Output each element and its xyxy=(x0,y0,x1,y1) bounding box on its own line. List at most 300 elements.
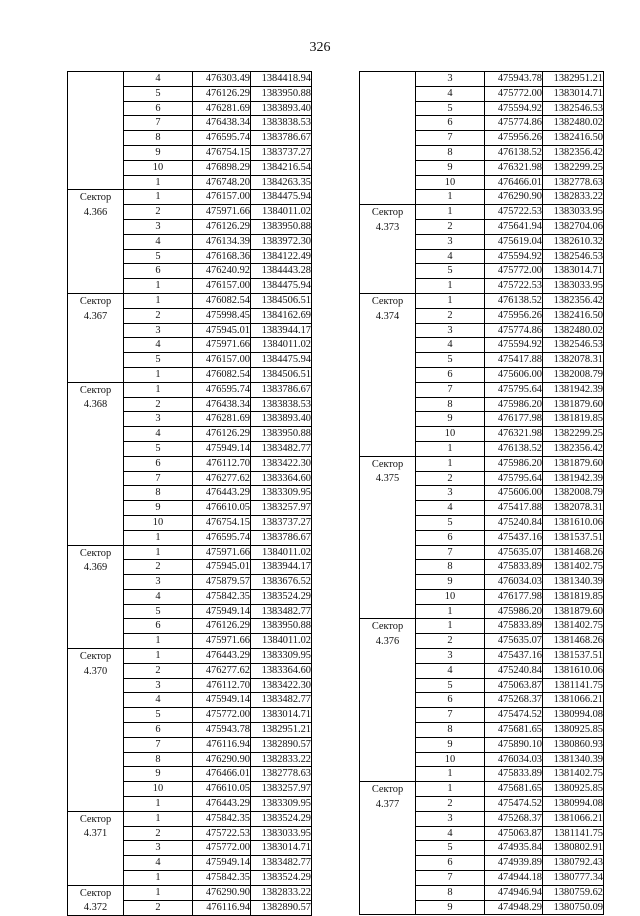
sector-word: Сектор xyxy=(79,295,112,307)
x-coordinate-cell: 475949.14 xyxy=(193,441,251,456)
y-coordinate-cell: 1383944.17 xyxy=(251,560,312,575)
point-number-cell: 5 xyxy=(416,515,485,530)
x-coordinate-cell: 475772.00 xyxy=(193,708,251,723)
point-number-cell: 1 xyxy=(416,190,485,205)
point-number-cell: 4 xyxy=(416,86,485,101)
y-coordinate-cell: 1384443.28 xyxy=(251,264,312,279)
point-number-cell: 9 xyxy=(416,737,485,752)
y-coordinate-cell: 1382416.50 xyxy=(543,131,604,146)
y-coordinate-cell: 1382416.50 xyxy=(543,308,604,323)
x-coordinate-cell: 476290.90 xyxy=(193,752,251,767)
x-coordinate-cell: 475949.14 xyxy=(193,856,251,871)
x-coordinate-cell: 475949.14 xyxy=(193,693,251,708)
y-coordinate-cell: 1381879.60 xyxy=(543,604,604,619)
y-coordinate-cell: 1383257.97 xyxy=(251,782,312,797)
y-coordinate-cell: 1382008.79 xyxy=(543,486,604,501)
x-coordinate-cell: 476610.05 xyxy=(193,782,251,797)
table-row xyxy=(68,293,312,308)
point-number-cell: 4 xyxy=(416,663,485,678)
x-coordinate-cell: 475949.14 xyxy=(193,604,251,619)
x-coordinate-cell: 476290.90 xyxy=(193,885,251,900)
y-coordinate-cell: 1382546.53 xyxy=(543,338,604,353)
x-coordinate-cell: 475063.87 xyxy=(485,678,543,693)
point-number-cell: 2 xyxy=(416,634,485,649)
point-number-cell: 4 xyxy=(124,72,193,87)
y-coordinate-cell: 1382356.42 xyxy=(543,293,604,308)
y-coordinate-cell: 1384418.94 xyxy=(251,72,312,87)
table-row xyxy=(360,782,604,797)
y-coordinate-cell: 1383786.67 xyxy=(251,131,312,146)
point-number-cell: 6 xyxy=(124,619,193,634)
x-coordinate-cell: 476082.54 xyxy=(193,367,251,382)
x-coordinate-cell: 475986.20 xyxy=(485,604,543,619)
point-number-cell: 5 xyxy=(124,708,193,723)
x-coordinate-cell: 476112.70 xyxy=(193,456,251,471)
x-coordinate-cell: 475594.92 xyxy=(485,338,543,353)
point-number-cell: 9 xyxy=(124,767,193,782)
table-row xyxy=(68,545,312,560)
x-coordinate-cell: 475833.89 xyxy=(485,619,543,634)
point-number-cell: 7 xyxy=(416,131,485,146)
x-coordinate-cell: 476281.69 xyxy=(193,101,251,116)
sector-number: 4.374 xyxy=(375,310,400,322)
point-number-cell: 10 xyxy=(124,515,193,530)
point-number-cell: 1 xyxy=(124,871,193,886)
point-number-cell: 7 xyxy=(124,471,193,486)
x-coordinate-cell: 476112.70 xyxy=(193,678,251,693)
x-coordinate-cell: 476116.94 xyxy=(193,737,251,752)
x-coordinate-cell: 476595.74 xyxy=(193,530,251,545)
sector-cell xyxy=(68,382,124,545)
y-coordinate-cell: 1382299.25 xyxy=(543,427,604,442)
y-coordinate-cell: 1381537.51 xyxy=(543,530,604,545)
x-coordinate-cell: 475890.10 xyxy=(485,737,543,752)
coordinate-table-right xyxy=(359,71,604,915)
point-number-cell: 3 xyxy=(124,412,193,427)
point-number-cell: 2 xyxy=(416,797,485,812)
x-coordinate-cell: 475437.16 xyxy=(485,530,543,545)
x-coordinate-cell: 476240.92 xyxy=(193,264,251,279)
x-coordinate-cell: 474944.18 xyxy=(485,871,543,886)
y-coordinate-cell: 1383014.71 xyxy=(543,86,604,101)
point-number-cell: 10 xyxy=(124,160,193,175)
x-coordinate-cell: 475417.88 xyxy=(485,501,543,516)
y-coordinate-cell: 1381141.75 xyxy=(543,826,604,841)
point-number-cell: 1 xyxy=(124,279,193,294)
y-coordinate-cell: 1381402.75 xyxy=(543,767,604,782)
y-coordinate-cell: 1383944.17 xyxy=(251,323,312,338)
y-coordinate-cell: 1384506.51 xyxy=(251,293,312,308)
y-coordinate-cell: 1382078.31 xyxy=(543,353,604,368)
y-coordinate-cell: 1380750.09 xyxy=(543,900,604,915)
x-coordinate-cell: 476438.34 xyxy=(193,116,251,131)
x-coordinate-cell: 476126.29 xyxy=(193,427,251,442)
point-number-cell: 1 xyxy=(124,649,193,664)
y-coordinate-cell: 1383033.95 xyxy=(543,205,604,220)
x-coordinate-cell: 475240.84 xyxy=(485,515,543,530)
point-number-cell: 2 xyxy=(124,826,193,841)
y-coordinate-cell: 1383893.40 xyxy=(251,101,312,116)
sector-cell xyxy=(360,456,416,619)
point-number-cell: 3 xyxy=(416,323,485,338)
x-coordinate-cell: 476116.94 xyxy=(193,900,251,915)
table-row xyxy=(68,190,312,205)
y-coordinate-cell: 1381141.75 xyxy=(543,678,604,693)
x-coordinate-cell: 476443.29 xyxy=(193,486,251,501)
y-coordinate-cell: 1383309.95 xyxy=(251,486,312,501)
y-coordinate-cell: 1380994.08 xyxy=(543,708,604,723)
y-coordinate-cell: 1380994.08 xyxy=(543,797,604,812)
x-coordinate-cell: 475774.86 xyxy=(485,116,543,131)
y-coordinate-cell: 1382833.22 xyxy=(251,752,312,767)
point-number-cell: 4 xyxy=(124,234,193,249)
x-coordinate-cell: 475833.89 xyxy=(485,560,543,575)
x-coordinate-cell: 475971.66 xyxy=(193,205,251,220)
point-number-cell: 1 xyxy=(124,885,193,900)
point-number-cell: 4 xyxy=(416,826,485,841)
sector-cell xyxy=(360,293,416,456)
x-coordinate-cell: 476595.74 xyxy=(193,131,251,146)
sector-number: 4.368 xyxy=(83,399,108,411)
point-number-cell: 1 xyxy=(416,279,485,294)
table-row xyxy=(360,72,604,87)
sector-word: Сектор xyxy=(371,784,404,796)
y-coordinate-cell: 1381066.21 xyxy=(543,693,604,708)
y-coordinate-cell: 1384122.49 xyxy=(251,249,312,264)
y-coordinate-cell: 1383524.29 xyxy=(251,589,312,604)
point-number-cell: 7 xyxy=(124,737,193,752)
point-number-cell: 1 xyxy=(124,797,193,812)
y-coordinate-cell: 1384011.02 xyxy=(251,205,312,220)
x-coordinate-cell: 475722.53 xyxy=(485,279,543,294)
x-coordinate-cell: 475971.66 xyxy=(193,634,251,649)
y-coordinate-cell: 1383893.40 xyxy=(251,412,312,427)
y-coordinate-cell: 1383482.77 xyxy=(251,441,312,456)
sector-word: Сектор xyxy=(79,384,112,396)
y-coordinate-cell: 1383309.95 xyxy=(251,649,312,664)
point-number-cell: 3 xyxy=(124,219,193,234)
point-number-cell: 1 xyxy=(416,604,485,619)
y-coordinate-cell: 1382356.42 xyxy=(543,145,604,160)
x-coordinate-cell: 476610.05 xyxy=(193,501,251,516)
point-number-cell: 4 xyxy=(124,589,193,604)
point-number-cell: 6 xyxy=(416,367,485,382)
point-number-cell: 6 xyxy=(124,101,193,116)
y-coordinate-cell: 1381340.39 xyxy=(543,752,604,767)
y-coordinate-cell: 1381819.85 xyxy=(543,412,604,427)
y-coordinate-cell: 1383524.29 xyxy=(251,871,312,886)
sector-cell xyxy=(360,205,416,294)
y-coordinate-cell: 1383364.60 xyxy=(251,471,312,486)
x-coordinate-cell: 475795.64 xyxy=(485,382,543,397)
x-coordinate-cell: 475619.04 xyxy=(485,234,543,249)
y-coordinate-cell: 1383309.95 xyxy=(251,797,312,812)
point-number-cell: 2 xyxy=(416,471,485,486)
sector-word: Сектор xyxy=(79,547,112,559)
point-number-cell: 8 xyxy=(416,885,485,900)
point-number-cell: 5 xyxy=(416,841,485,856)
y-coordinate-cell: 1381468.26 xyxy=(543,545,604,560)
x-coordinate-cell: 475971.66 xyxy=(193,338,251,353)
x-coordinate-cell: 476177.98 xyxy=(485,412,543,427)
y-coordinate-cell: 1381942.39 xyxy=(543,471,604,486)
y-coordinate-cell: 1383014.71 xyxy=(251,708,312,723)
point-number-cell: 10 xyxy=(416,427,485,442)
point-number-cell: 6 xyxy=(416,693,485,708)
x-coordinate-cell: 476754.15 xyxy=(193,515,251,530)
y-coordinate-cell: 1382704.06 xyxy=(543,219,604,234)
point-number-cell: 5 xyxy=(124,604,193,619)
point-number-cell: 3 xyxy=(416,234,485,249)
x-coordinate-cell: 475594.92 xyxy=(485,249,543,264)
point-number-cell: 10 xyxy=(416,175,485,190)
x-coordinate-cell: 475842.35 xyxy=(193,589,251,604)
sector-number: 4.367 xyxy=(83,310,108,322)
y-coordinate-cell: 1383422.30 xyxy=(251,456,312,471)
y-coordinate-cell: 1380759.62 xyxy=(543,885,604,900)
sector-number: 4.376 xyxy=(375,636,400,648)
x-coordinate-cell: 475635.07 xyxy=(485,545,543,560)
point-number-cell: 5 xyxy=(416,264,485,279)
x-coordinate-cell: 475437.16 xyxy=(485,649,543,664)
y-coordinate-cell: 1383786.67 xyxy=(251,382,312,397)
point-number-cell: 3 xyxy=(416,486,485,501)
point-number-cell: 6 xyxy=(124,456,193,471)
y-coordinate-cell: 1383257.97 xyxy=(251,501,312,516)
sector-cell xyxy=(68,293,124,382)
point-number-cell: 6 xyxy=(124,723,193,738)
x-coordinate-cell: 475945.01 xyxy=(193,323,251,338)
y-coordinate-cell: 1384011.02 xyxy=(251,634,312,649)
sector-cell xyxy=(68,649,124,812)
point-number-cell: 4 xyxy=(416,338,485,353)
x-coordinate-cell: 475606.00 xyxy=(485,367,543,382)
table-row xyxy=(360,619,604,634)
x-coordinate-cell: 475268.37 xyxy=(485,693,543,708)
y-coordinate-cell: 1381879.60 xyxy=(543,397,604,412)
point-number-cell: 5 xyxy=(416,353,485,368)
sector-number: 4.377 xyxy=(375,798,400,810)
y-coordinate-cell: 1381879.60 xyxy=(543,456,604,471)
sector-number: 4.366 xyxy=(83,206,108,218)
x-coordinate-cell: 475879.57 xyxy=(193,575,251,590)
point-number-cell: 9 xyxy=(416,160,485,175)
point-number-cell: 8 xyxy=(124,486,193,501)
x-coordinate-cell: 476466.01 xyxy=(485,175,543,190)
point-number-cell: 10 xyxy=(124,782,193,797)
x-coordinate-cell: 476034.03 xyxy=(485,575,543,590)
x-coordinate-cell: 476466.01 xyxy=(193,767,251,782)
x-coordinate-cell: 475635.07 xyxy=(485,634,543,649)
point-number-cell: 4 xyxy=(416,501,485,516)
x-coordinate-cell: 475998.45 xyxy=(193,308,251,323)
point-number-cell: 8 xyxy=(416,723,485,738)
point-number-cell: 3 xyxy=(124,841,193,856)
point-number-cell: 9 xyxy=(124,145,193,160)
sector-cell xyxy=(68,190,124,294)
y-coordinate-cell: 1383482.77 xyxy=(251,693,312,708)
x-coordinate-cell: 475268.37 xyxy=(485,811,543,826)
point-number-cell: 1 xyxy=(416,441,485,456)
sector-cell xyxy=(68,545,124,649)
x-coordinate-cell: 475772.00 xyxy=(193,841,251,856)
sector-word: Сектор xyxy=(371,621,404,633)
x-coordinate-cell: 475943.78 xyxy=(193,723,251,738)
x-coordinate-cell: 475681.65 xyxy=(485,782,543,797)
x-coordinate-cell: 475606.00 xyxy=(485,486,543,501)
table-row xyxy=(68,382,312,397)
y-coordinate-cell: 1381537.51 xyxy=(543,649,604,664)
x-coordinate-cell: 475945.01 xyxy=(193,560,251,575)
x-coordinate-cell: 474935.84 xyxy=(485,841,543,856)
y-coordinate-cell: 1381066.21 xyxy=(543,811,604,826)
y-coordinate-cell: 1383033.95 xyxy=(543,279,604,294)
x-coordinate-cell: 476126.29 xyxy=(193,86,251,101)
point-number-cell: 2 xyxy=(124,900,193,915)
y-coordinate-cell: 1384506.51 xyxy=(251,367,312,382)
point-number-cell: 6 xyxy=(124,264,193,279)
sector-number: 4.371 xyxy=(83,828,108,840)
y-coordinate-cell: 1384011.02 xyxy=(251,545,312,560)
sector-cell xyxy=(68,885,124,915)
point-number-cell: 2 xyxy=(124,397,193,412)
point-number-cell: 4 xyxy=(124,856,193,871)
point-number-cell: 1 xyxy=(416,205,485,220)
x-coordinate-cell: 475774.86 xyxy=(485,323,543,338)
y-coordinate-cell: 1383737.27 xyxy=(251,145,312,160)
y-coordinate-cell: 1383950.88 xyxy=(251,427,312,442)
point-number-cell: 1 xyxy=(416,782,485,797)
y-coordinate-cell: 1382833.22 xyxy=(251,885,312,900)
x-coordinate-cell: 476138.52 xyxy=(485,441,543,456)
point-number-cell: 1 xyxy=(416,456,485,471)
x-coordinate-cell: 475956.26 xyxy=(485,131,543,146)
x-coordinate-cell: 476082.54 xyxy=(193,293,251,308)
x-coordinate-cell: 476134.39 xyxy=(193,234,251,249)
point-number-cell: 5 xyxy=(124,441,193,456)
y-coordinate-cell: 1383014.71 xyxy=(543,264,604,279)
point-number-cell: 1 xyxy=(416,619,485,634)
x-coordinate-cell: 476157.00 xyxy=(193,353,251,368)
point-number-cell: 9 xyxy=(416,900,485,915)
point-number-cell: 4 xyxy=(124,693,193,708)
table-row xyxy=(68,649,312,664)
point-number-cell: 3 xyxy=(124,323,193,338)
point-number-cell: 10 xyxy=(416,752,485,767)
y-coordinate-cell: 1382778.63 xyxy=(543,175,604,190)
point-number-cell: 8 xyxy=(416,397,485,412)
y-coordinate-cell: 1382890.57 xyxy=(251,900,312,915)
x-coordinate-cell: 476157.00 xyxy=(193,279,251,294)
page-number: 326 xyxy=(309,40,331,55)
x-coordinate-cell: 476277.62 xyxy=(193,471,251,486)
x-coordinate-cell: 475943.78 xyxy=(485,72,543,87)
x-coordinate-cell: 476303.49 xyxy=(193,72,251,87)
y-coordinate-cell: 1382951.21 xyxy=(251,723,312,738)
table-row xyxy=(68,811,312,826)
x-coordinate-cell: 475986.20 xyxy=(485,397,543,412)
sector-number: 4.375 xyxy=(375,473,400,485)
y-coordinate-cell: 1381402.75 xyxy=(543,560,604,575)
y-coordinate-cell: 1383014.71 xyxy=(251,841,312,856)
y-coordinate-cell: 1381468.26 xyxy=(543,634,604,649)
point-number-cell: 5 xyxy=(416,678,485,693)
x-coordinate-cell: 476321.98 xyxy=(485,427,543,442)
point-number-cell: 4 xyxy=(416,249,485,264)
sector-number: 4.373 xyxy=(375,221,400,233)
x-coordinate-cell: 476034.03 xyxy=(485,752,543,767)
point-number-cell: 2 xyxy=(124,308,193,323)
point-number-cell: 3 xyxy=(416,72,485,87)
y-coordinate-cell: 1380802.91 xyxy=(543,841,604,856)
x-coordinate-cell: 476443.29 xyxy=(193,797,251,812)
sector-cell xyxy=(360,72,416,205)
point-number-cell: 5 xyxy=(124,353,193,368)
x-coordinate-cell: 474948.29 xyxy=(485,900,543,915)
x-coordinate-cell: 475063.87 xyxy=(485,826,543,841)
point-number-cell: 9 xyxy=(124,501,193,516)
sector-word: Сектор xyxy=(79,887,112,899)
sector-word: Сектор xyxy=(371,295,404,307)
point-number-cell: 2 xyxy=(124,560,193,575)
y-coordinate-cell: 1383972.30 xyxy=(251,234,312,249)
y-coordinate-cell: 1381942.39 xyxy=(543,382,604,397)
x-coordinate-cell: 476126.29 xyxy=(193,619,251,634)
y-coordinate-cell: 1383524.29 xyxy=(251,811,312,826)
point-number-cell: 3 xyxy=(416,811,485,826)
y-coordinate-cell: 1382951.21 xyxy=(543,72,604,87)
x-coordinate-cell: 476290.90 xyxy=(485,190,543,205)
x-coordinate-cell: 476168.36 xyxy=(193,249,251,264)
point-number-cell: 1 xyxy=(124,545,193,560)
y-coordinate-cell: 1382778.63 xyxy=(251,767,312,782)
x-coordinate-cell: 476321.98 xyxy=(485,160,543,175)
y-coordinate-cell: 1382480.02 xyxy=(543,116,604,131)
point-number-cell: 6 xyxy=(416,856,485,871)
y-coordinate-cell: 1383482.77 xyxy=(251,856,312,871)
x-coordinate-cell: 474946.94 xyxy=(485,885,543,900)
x-coordinate-cell: 476748.20 xyxy=(193,175,251,190)
y-coordinate-cell: 1380792.43 xyxy=(543,856,604,871)
y-coordinate-cell: 1380777.34 xyxy=(543,871,604,886)
y-coordinate-cell: 1381402.75 xyxy=(543,619,604,634)
point-number-cell: 4 xyxy=(124,427,193,442)
point-number-cell: 1 xyxy=(124,382,193,397)
sector-number: 4.372 xyxy=(83,902,108,914)
x-coordinate-cell: 475842.35 xyxy=(193,811,251,826)
sector-word: Сектор xyxy=(371,458,404,470)
x-coordinate-cell: 475772.00 xyxy=(485,264,543,279)
point-number-cell: 8 xyxy=(124,131,193,146)
point-number-cell: 1 xyxy=(416,293,485,308)
point-number-cell: 7 xyxy=(416,871,485,886)
point-number-cell: 1 xyxy=(124,367,193,382)
point-number-cell: 3 xyxy=(124,575,193,590)
point-number-cell: 7 xyxy=(124,116,193,131)
sector-cell xyxy=(68,72,124,190)
x-coordinate-cell: 475474.52 xyxy=(485,797,543,812)
point-number-cell: 7 xyxy=(416,545,485,560)
x-coordinate-cell: 475833.89 xyxy=(485,767,543,782)
point-number-cell: 6 xyxy=(416,116,485,131)
y-coordinate-cell: 1382890.57 xyxy=(251,737,312,752)
table-row xyxy=(360,456,604,471)
x-coordinate-cell: 476177.98 xyxy=(485,589,543,604)
point-number-cell: 2 xyxy=(416,308,485,323)
y-coordinate-cell: 1383737.27 xyxy=(251,515,312,530)
y-coordinate-cell: 1382833.22 xyxy=(543,190,604,205)
y-coordinate-cell: 1382546.53 xyxy=(543,249,604,264)
